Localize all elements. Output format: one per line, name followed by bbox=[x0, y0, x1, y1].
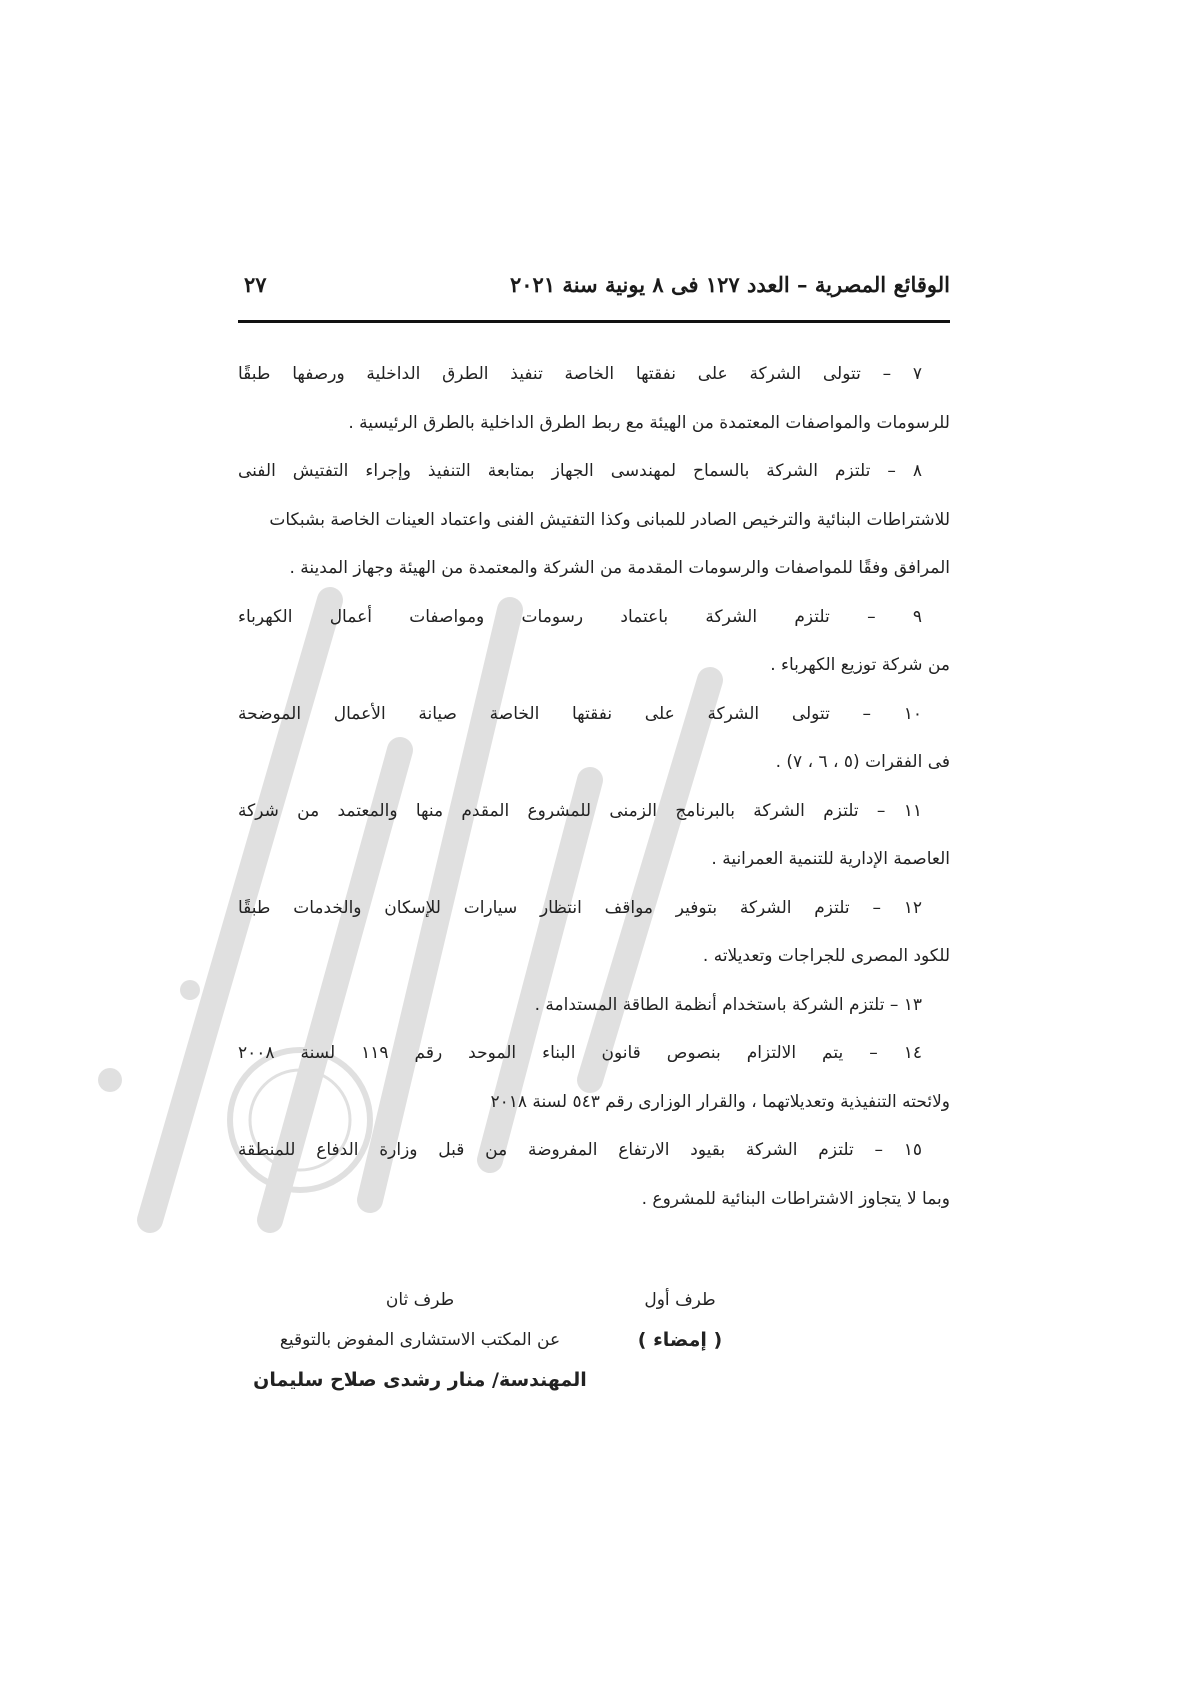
clause-first-line: ٨ – تلتزم الشركة بالسماح لمهندسى الجهاز بمتابعة التنفيذ وإجراء التفتيش الفنى bbox=[238, 461, 922, 481]
first-party-label: طرف أول bbox=[644, 1290, 716, 1310]
page-number: ٢٧ bbox=[244, 272, 267, 297]
clause-first-line: ١٥ – تلتزم الشركة بقيود الارتفاع المفروضة من قبل وزارة الدفاع للمنطقة bbox=[238, 1140, 922, 1160]
clause-7 bbox=[238, 350, 950, 447]
clause-14 bbox=[238, 1029, 950, 1126]
signature-note: ( إمضاء ) bbox=[637, 1329, 723, 1351]
second-party-office: عن المكتب الاستشارى المفوض بالتوقيع bbox=[279, 1330, 561, 1350]
clause-first-line: ١٢ – تلتزم الشركة بتوفير مواقف انتظار سيارات للإسكان والخدمات طبقًا bbox=[238, 897, 922, 918]
clause-continuation: للرسومات والمواصفات المعتمدة من الهيئة مع ربط الطرق الداخلية بالطرق الرئيسية . bbox=[348, 412, 950, 433]
clause-first-line: ٧ – تتولى الشركة على نفقتها الخاصة تنفيذ الطرق الداخلية ورصفها طبقًا bbox=[238, 364, 922, 384]
first-party-signature bbox=[580, 1280, 780, 1360]
second-party-label: طرف ثان bbox=[385, 1290, 455, 1310]
second-party-signature bbox=[230, 1280, 610, 1400]
clause-11 bbox=[238, 787, 950, 884]
page-header bbox=[238, 272, 950, 312]
clause-12 bbox=[238, 884, 950, 981]
clause-continuation: العاصمة الإدارية للتنمية العمرانية . bbox=[711, 849, 950, 869]
second-party-name: المهندسة/ منار رشدى صلاح سليمان bbox=[253, 1369, 587, 1391]
header-rule bbox=[238, 320, 950, 323]
clause-continuation: ولائحته التنفيذية وتعديلاتهما ، والقرار الوزارى رقم ٥٤٣ لسنة ٢٠١٨ bbox=[490, 1091, 950, 1112]
clause-9 bbox=[238, 593, 950, 690]
clause-first-line: ١٠ – تتولى الشركة على نفقتها الخاصة صيانة الأعمال الموضحة bbox=[238, 703, 922, 724]
clauses-body bbox=[238, 350, 950, 1223]
clause-first-line: ١٣ – تلتزم الشركة باستخدام أنظمة الطاقة المستدامة . bbox=[534, 994, 922, 1015]
clause-continuation: وبما لا يتجاوز الاشتراطات البنائية للمشروع . bbox=[641, 1188, 950, 1209]
clause-10 bbox=[238, 690, 950, 787]
clause-continuation: فى الفقرات (٥ ، ٦ ، ٧) . bbox=[775, 752, 950, 772]
clause-13 bbox=[238, 981, 950, 1030]
clause-continuation: للكود المصرى للجراجات وتعديلاته . bbox=[702, 946, 950, 966]
clause-continuation: للاشتراطات البنائية والترخيص الصادر للمبانى وكذا التفتيش الفنى واعتماد العينات الخاصة بشبكات المرافق وفقًا للمواصفات والرسومات المقدمة من الشركة والمعتمدة من الهيئة وجهاز المدينة . bbox=[269, 509, 950, 578]
clause-first-line: ١٤ – يتم الالتزام بنصوص قانون البناء الموحد رقم ١١٩ لسنة ٢٠٠٨ bbox=[238, 1043, 922, 1063]
clause-8 bbox=[238, 447, 950, 593]
clause-continuation: من شركة توزيع الكهرباء . bbox=[770, 655, 950, 675]
clause-15 bbox=[238, 1126, 950, 1223]
clause-first-line: ١١ – تلتزم الشركة بالبرنامج الزمنى للمشروع المقدم منها والمعتمد من شركة bbox=[238, 800, 922, 821]
clause-first-line: ٩ – تلتزم الشركة باعتماد رسومات ومواصفات أعمال الكهرباء bbox=[238, 606, 922, 627]
gazette-title: الوقائع المصرية – العدد ١٢٧ فى ٨ يونية سنة ٢٠٢١ bbox=[510, 272, 950, 297]
